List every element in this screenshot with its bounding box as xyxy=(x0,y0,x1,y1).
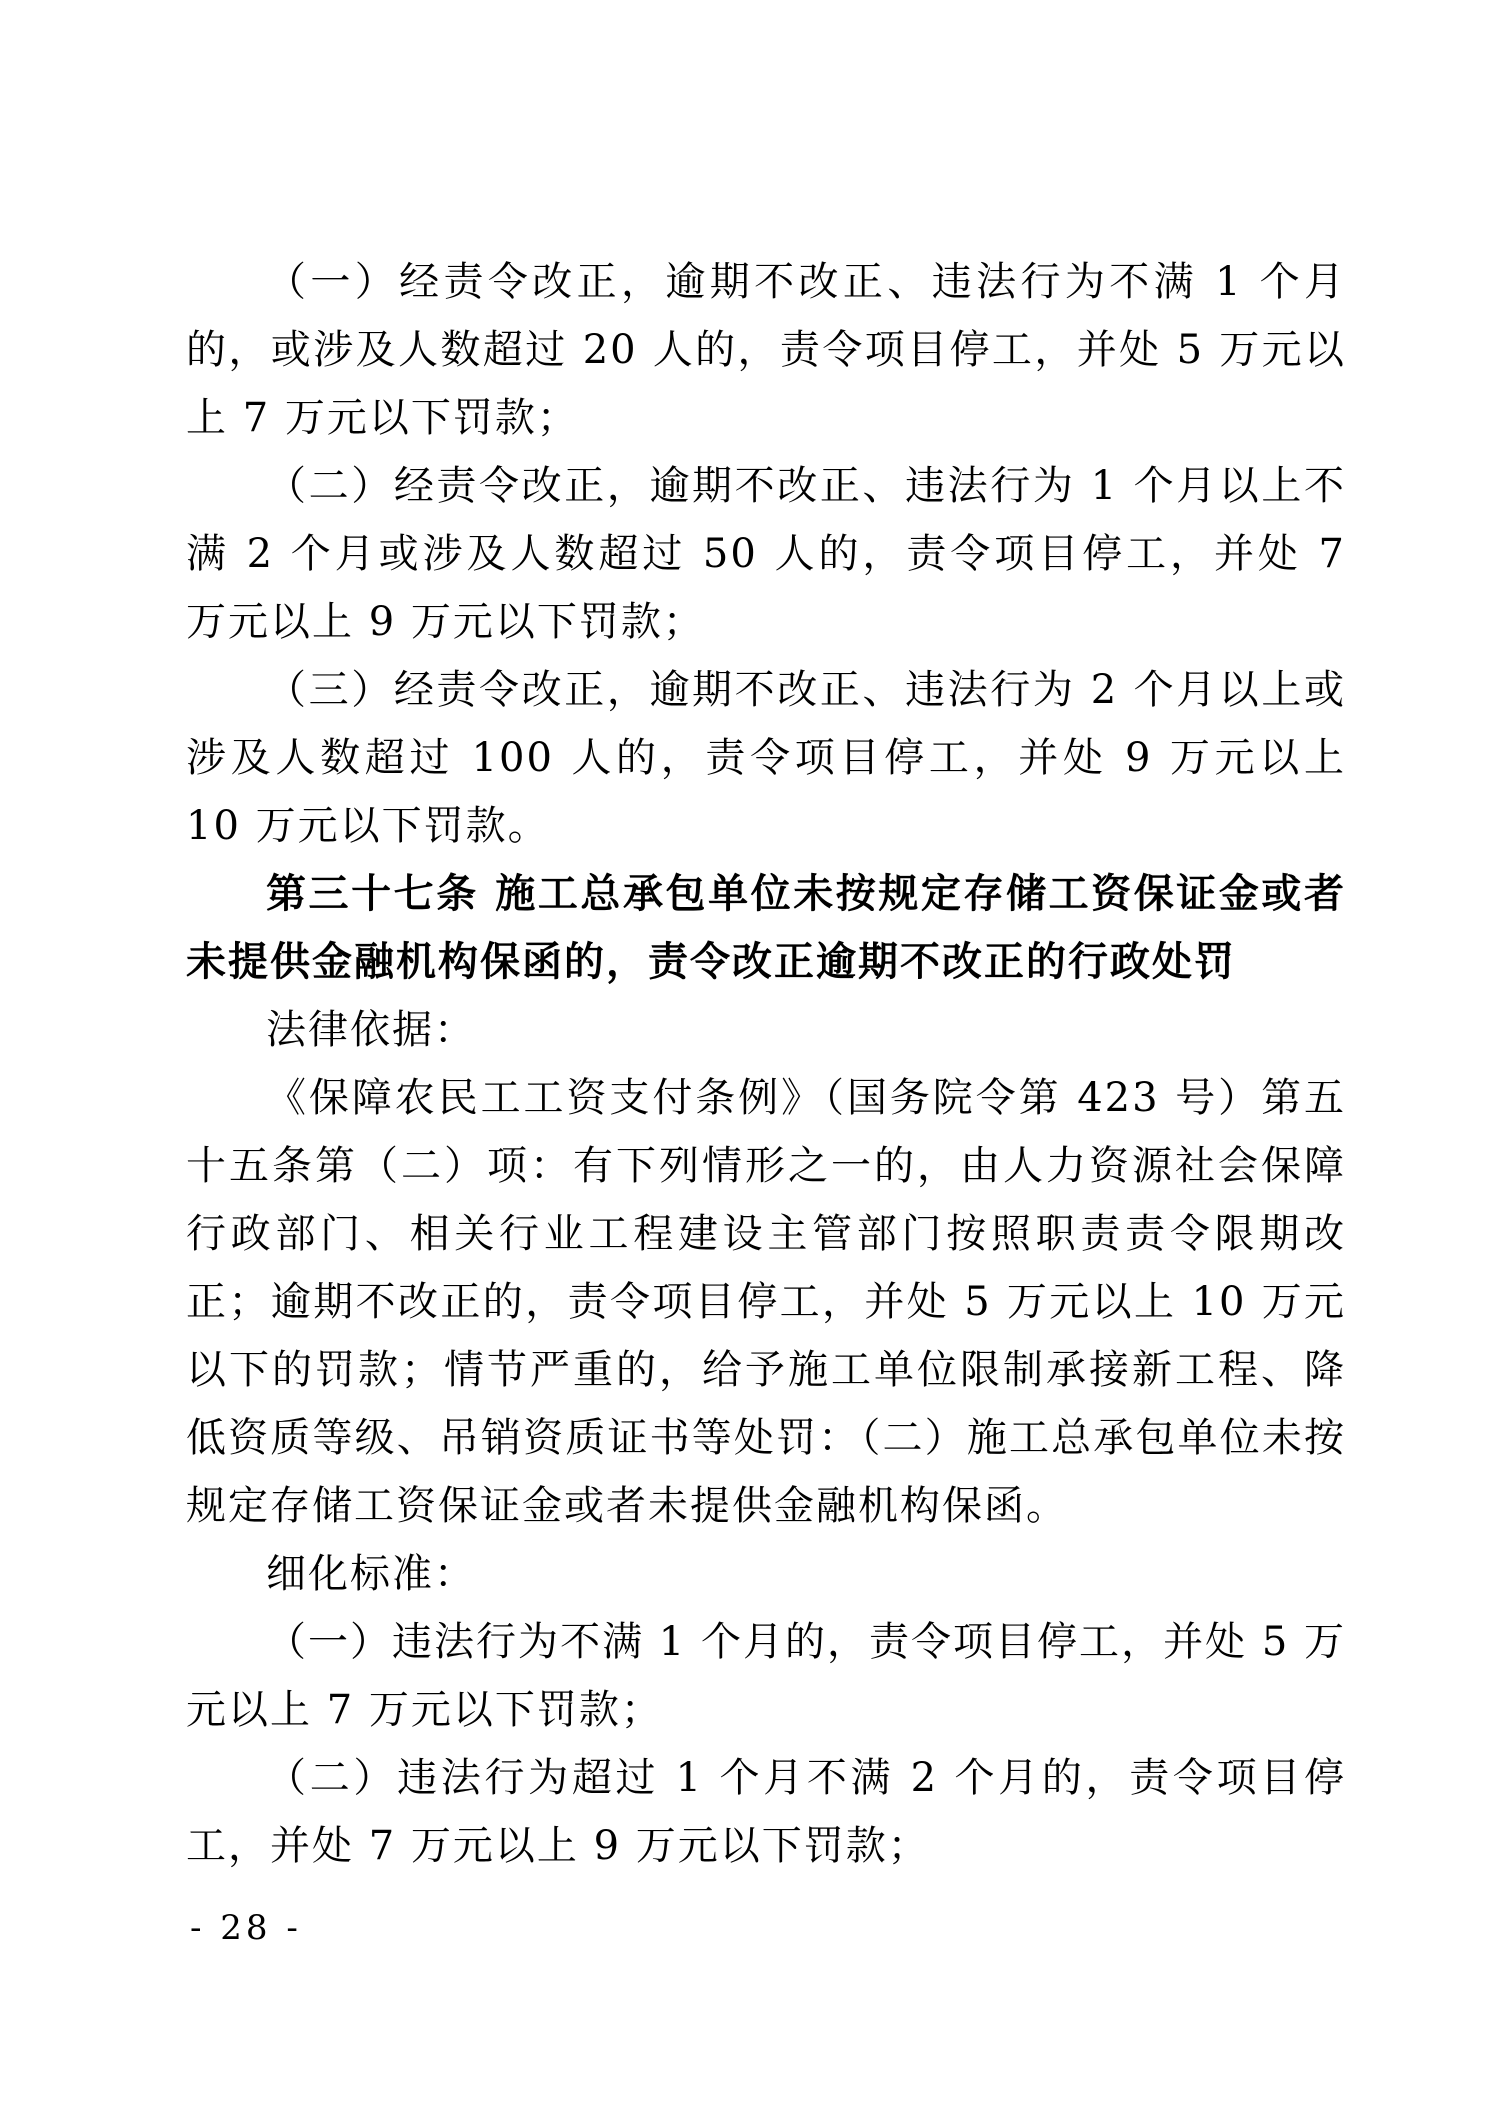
detailed-standard-label: 细化标准： xyxy=(266,1551,476,1597)
page-number: - 28 - xyxy=(190,1908,302,1948)
legal-basis-label: 法律依据： xyxy=(266,1007,476,1053)
standard-item-2: （二）违法行为超过 1 个月不满 2 个月的，责令项目停工，并处 7 万元以上 9 万元以下罚款； xyxy=(186,1755,1346,1869)
legal-basis-text: 《保障农民工工资支付条例》（国务院令第 423 号）第五十五条第（二）项：有下列情形之一的，由人力资源社会保障行政部门、相关行业工程建设主管部门按照职责责令限期改正；逾期不改正的，责令项目停工，并处 5 万元以上 10 万元以下的罚款；情节严重的，给予施工单位限制承接新工程、降低资质等级、吊销资质证书等处罚：（二）施工总承包单位未按规定存储工资保证金或者未提供金融机构保函。 xyxy=(186,1075,1346,1529)
article-heading: 第三十七条 施工总承包单位未按规定存储工资保证金或者未提供金融机构保函的，责令改正逾期不改正的行政处罚 xyxy=(186,870,1346,985)
penalty-item-3: （三）经责令改正，逾期不改正、违法行为 2 个月以上或涉及人数超过 100 人的，责令项目停工，并处 9 万元以上 10 万元以下罚款。 xyxy=(186,667,1346,849)
penalty-item-1: （一）经责令改正，逾期不改正、违法行为不满 1 个月的，或涉及人数超过 20 人的，责令项目停工，并处 5 万元以上 7 万元以下罚款； xyxy=(186,259,1346,441)
penalty-item-2: （二）经责令改正，逾期不改正、违法行为 1 个月以上不满 2 个月或涉及人数超过 50 人的，责令项目停工，并处 7 万元以上 9 万元以下罚款； xyxy=(186,463,1346,645)
page-body xyxy=(186,248,1346,1880)
standard-item-1: （一）违法行为不满 1 个月的，责令项目停工，并处 5 万元以上 7 万元以下罚款； xyxy=(186,1619,1346,1733)
